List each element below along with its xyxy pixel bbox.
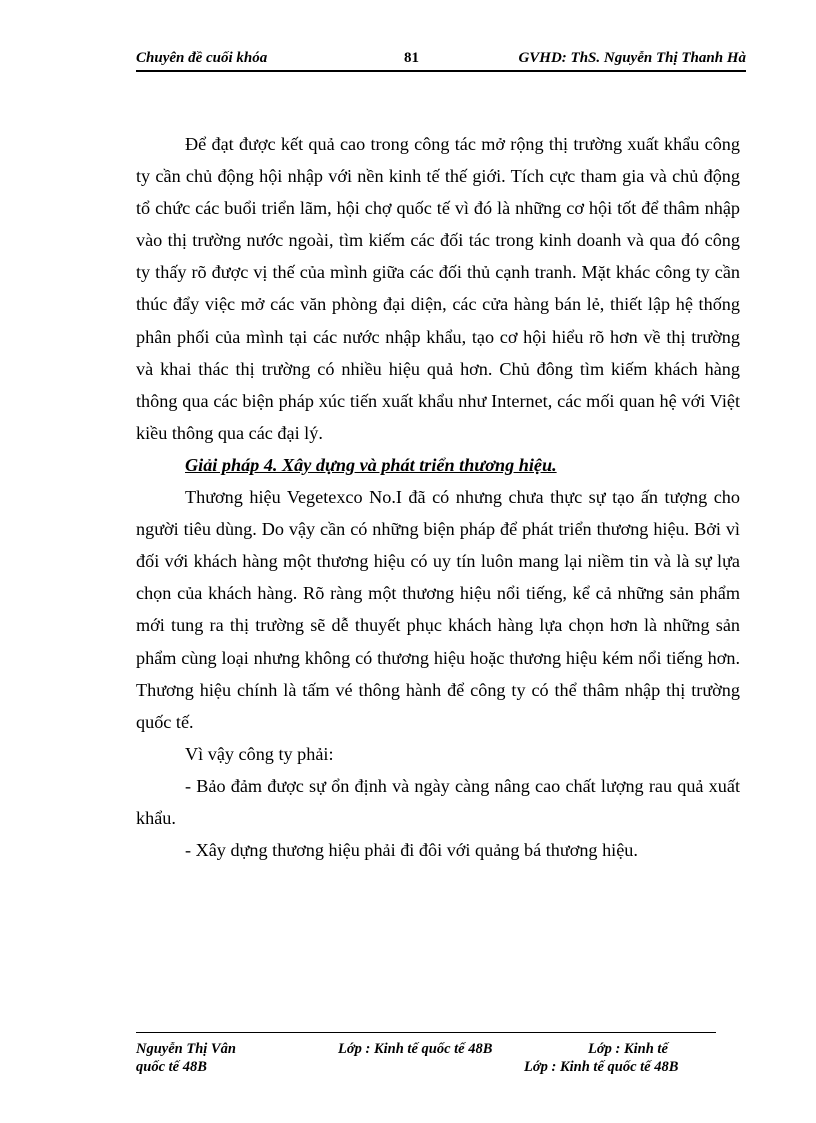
footer-divider bbox=[136, 1032, 716, 1033]
footer-author: Nguyễn Thị Vân bbox=[136, 1041, 236, 1057]
page-footer bbox=[136, 1040, 716, 1080]
footer-class-continuation: quốc tế 48B bbox=[136, 1059, 207, 1075]
footer-class-second: Lớp : Kinh tế quốc tế 48B bbox=[524, 1059, 679, 1075]
paragraph-brand: Thương hiệu Vegetexco No.I đã có nhưng chưa thực sự tạo ấn tượng cho người tiêu dùng. Do vậy cần có những biện pháp để phát triển thương hiệu. Bởi vì đối với khách hàng một thương hiệu có uy tín luôn mang lại niềm tin và là sự lựa chọn của khách hàng. Rõ ràng một thương hiệu nổi tiếng, kể cả những sản phẩm mới tung ra thị trường sẽ dễ thuyết phục khách hàng lựa chọn hơn là những sản phẩm cùng loại nhưng không có thương hiệu hoặc thương hiệu kém nổi tiếng hơn. Thương hiệu chính là tấm vé thông hành để công ty có thể thâm nhập thị trường quốc tế. bbox=[136, 487, 740, 732]
section-heading: Giải pháp 4. Xây dựng và phát triển thương hiệu. bbox=[185, 454, 557, 475]
page-number: 81 bbox=[404, 50, 419, 66]
bullet-quality: - Bảo đảm được sự ổn định và ngày càng nâng cao chất lượng rau quả xuất khẩu. bbox=[136, 775, 740, 828]
paragraph-market-expansion: Để đạt được kết quả cao trong công tác mở rộng thị trường xuất khẩu công ty cần chủ động hội nhập với nền kinh tế thế giới. Tích cực tham gia và chủ động tổ chức các buổi triển lãm, hội chợ quốc tế vì đó là những cơ hội tốt để thâm nhập vào thị trường nước ngoài, tìm kiếm các đối tác trong kinh doanh và qua đó công ty thấy rõ được vị thế của mình giữa các đối thủ cạnh tranh. Mặt khác công ty cần thúc đẩy việc mở các văn phòng đại diện, các cửa hàng bán lẻ, thiết lập hệ thống phân phối của mình tại các nước nhập khẩu, tạo cơ hội hiểu rõ hơn về thị trường và khai thác thị trường có nhiều hiệu quả hơn. Chủ đông tìm kiếm khách hàng thông qua các biện pháp xúc tiến xuất khẩu như Internet, các mối quan hệ với Việt kiều thông qua các đại lý. bbox=[136, 134, 740, 443]
footer-class-repeat: Lớp : Kinh tế bbox=[588, 1041, 668, 1057]
header-supervisor: GVHD: ThS. Nguyễn Thị Thanh Hà bbox=[518, 50, 746, 66]
page-header bbox=[136, 48, 746, 72]
paragraph-therefore: Vì vậy công ty phải: bbox=[185, 743, 334, 764]
footer-class: Lớp : Kinh tế quốc tế 48B bbox=[338, 1041, 493, 1057]
header-title: Chuyên đề cuối khóa bbox=[136, 50, 268, 66]
document-body bbox=[136, 128, 740, 866]
bullet-promotion: - Xây dựng thương hiệu phải đi đôi với quảng bá thương hiệu. bbox=[185, 840, 638, 861]
